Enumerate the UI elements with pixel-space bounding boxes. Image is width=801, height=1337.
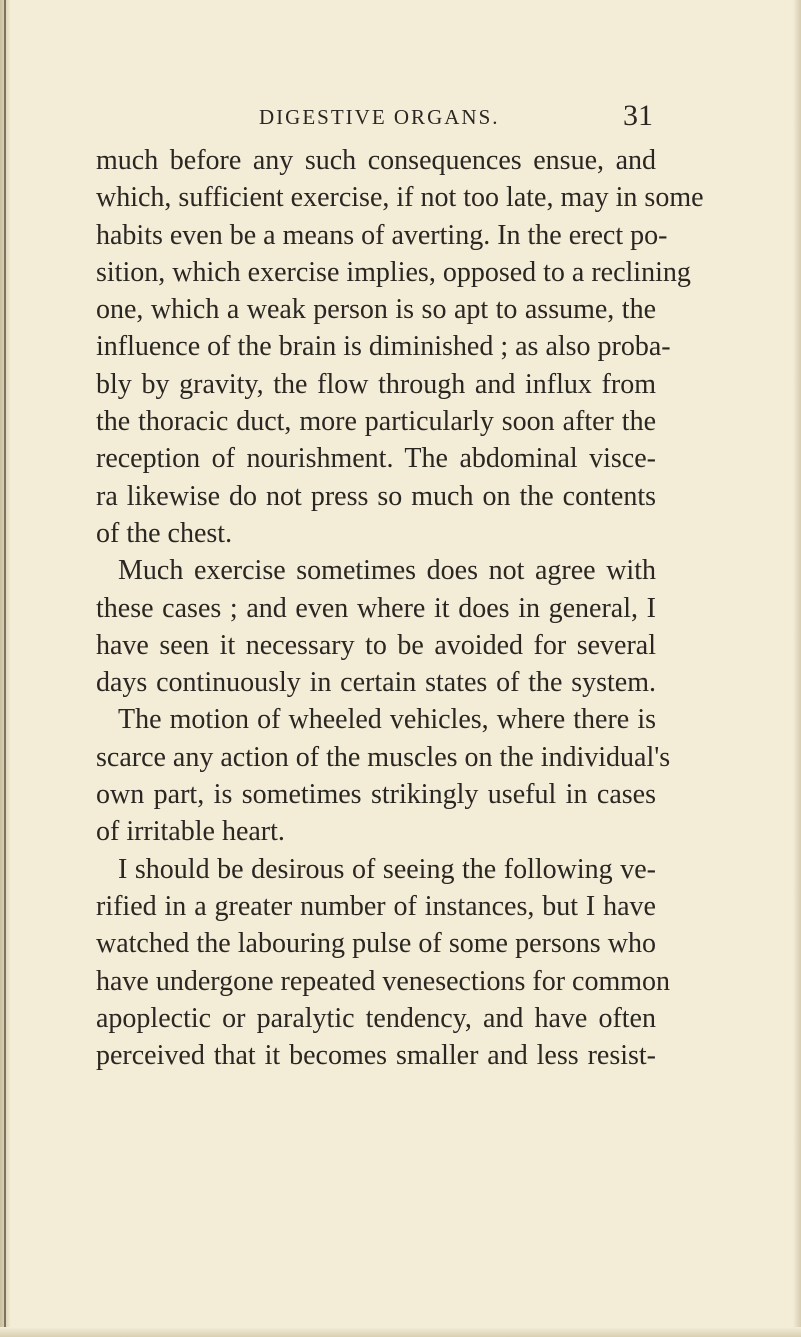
body-text bbox=[96, 142, 704, 1074]
running-title: DIGESTIVE ORGANS. bbox=[259, 105, 500, 129]
text-line: much before any such consequences ensue, and bbox=[96, 145, 656, 176]
text-line: have seen it necessary to be avoided for several bbox=[96, 629, 656, 661]
text-line: days continuously in certain states of the system. bbox=[96, 667, 656, 699]
text-line: watched the labouring pulse of some persons who bbox=[96, 928, 656, 960]
text-line: apoplectic or paralytic tendency, and have often bbox=[96, 1002, 656, 1034]
text-line: the thoracic duct, more particularly soon after the bbox=[96, 406, 656, 438]
text-line: these cases ; and even where it does in general, I bbox=[96, 592, 656, 624]
text-line: reception of nourishment. The abdominal visce- bbox=[96, 443, 656, 475]
text-line: one, which a weak person is so apt to assume, the bbox=[96, 294, 656, 326]
text-line: have undergone repeated venesections for common bbox=[96, 965, 671, 997]
text-line: perceived that it becomes smaller and less resist- bbox=[96, 1040, 656, 1072]
paragraph-start-line: Much exercise sometimes does not agree with bbox=[118, 555, 656, 587]
text-line: own part, is sometimes strikingly useful in cases bbox=[96, 779, 656, 811]
text-line: scarce any action of the muscles on the individual's bbox=[96, 741, 671, 773]
text-line: bly by gravity, the flow through and influx from bbox=[96, 368, 656, 400]
page-right-edge bbox=[793, 0, 801, 1337]
page-bottom-edge bbox=[0, 1327, 801, 1337]
text-line: rified in a greater number of instances, but I have bbox=[96, 890, 656, 922]
text-line: ra likewise do not press so much on the contents bbox=[96, 480, 656, 512]
paragraph-end-line: of the chest. bbox=[96, 517, 233, 549]
text-line: habits even be a means of averting. In the erect po- bbox=[96, 219, 668, 251]
page-number: 31 bbox=[623, 99, 653, 132]
paragraph-start-line: I should be desirous of seeing the following ve- bbox=[118, 853, 656, 885]
paragraph-start-line: The motion of wheeled vehicles, where there is bbox=[118, 704, 656, 736]
text-line: sition, which exercise implies, opposed to a reclining bbox=[96, 256, 691, 288]
paragraph-end-line: of irritable heart. bbox=[96, 816, 285, 848]
running-header bbox=[259, 99, 653, 139]
text-line: which, sufficient exercise, if not too late, may in some bbox=[96, 182, 704, 214]
text-line: influence of the brain is diminished ; as also proba- bbox=[96, 331, 671, 363]
page-binding-edge bbox=[4, 0, 6, 1337]
